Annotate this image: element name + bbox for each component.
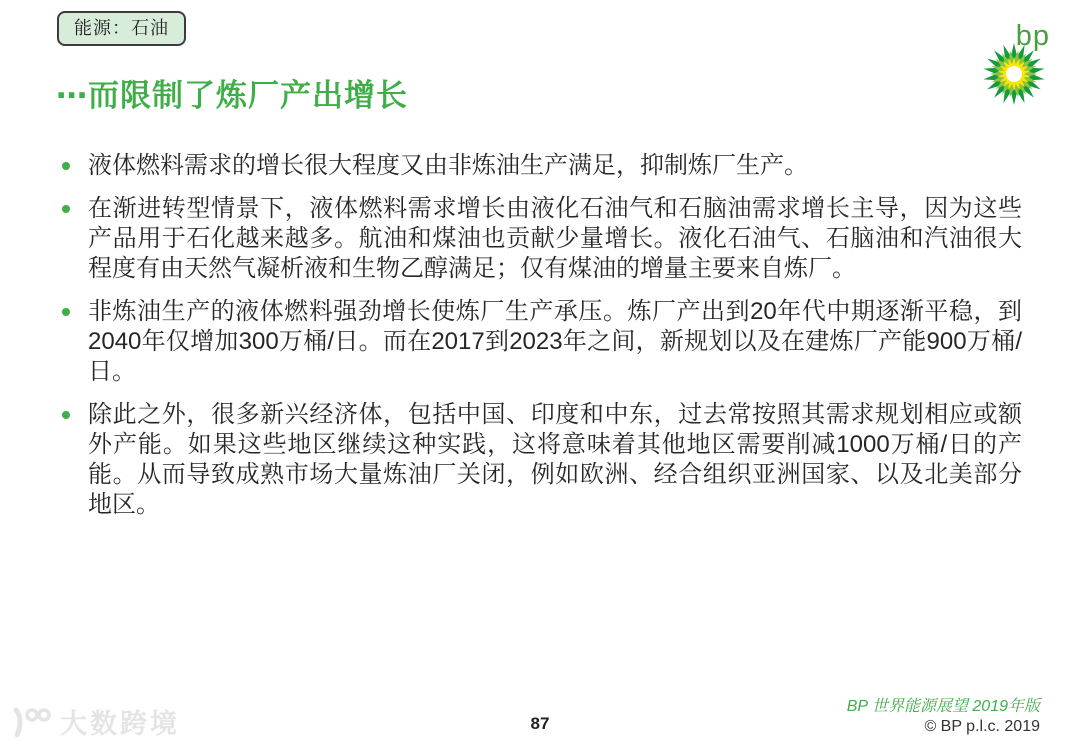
bullet-item bbox=[57, 297, 1022, 387]
credit-line: BP 世界能源展望 2019年版 bbox=[846, 698, 1040, 715]
page-number: 87 bbox=[530, 714, 550, 733]
bullet-text: 在渐进转型情景下，液体燃料需求增长由液化石油气和石脑油需求增长主导，因为这些产品用于石化越来越多。航油和煤油也贡献少量增长。液化石油气、石脑油和汽油很大程度有由天然气凝析液和生物乙醇满足；仅有煤油的增量主要来自炼厂。 bbox=[88, 195, 1022, 282]
bp-wordmark: bp bbox=[1015, 20, 1050, 52]
bullet-item bbox=[57, 151, 1022, 181]
watermark-icon bbox=[10, 704, 54, 740]
bullet-dot-icon bbox=[62, 308, 70, 316]
bullet-dot-icon bbox=[62, 411, 70, 419]
bullet-text: 除此之外，很多新兴经济体，包括中国、印度和中东，过去常按照其需求规划相应或额外产能。如果这些地区继续这种实践，这将意味着其他地区需要削减1000万桶/日的产能。从而导致成熟市场大量炼油厂关闭，例如欧洲、经合组织亚洲国家、以及北美部分地区。 bbox=[88, 401, 1022, 518]
bullet-text: 非炼油生产的液体燃料强劲增长使炼厂生产承压。炼厂产出到20年代中期逐渐平稳，到2040年仅增加300万桶/日。而在2017到2023年之间，新规划以及在建炼厂产能900万桶/日。 bbox=[88, 298, 1022, 385]
bullet-dot-icon bbox=[62, 162, 70, 170]
topic-badge: 能源：石油 bbox=[57, 11, 186, 46]
bp-logo bbox=[974, 20, 1056, 108]
footer-credits bbox=[847, 697, 1040, 737]
watermark-text: 大数跨境 bbox=[60, 709, 180, 739]
bullet-text: 液体燃料需求的增长很大程度又由非炼油生产满足，抑制炼厂生产。 bbox=[88, 152, 808, 179]
bullet-item bbox=[57, 194, 1022, 284]
bullet-dot-icon bbox=[62, 205, 70, 213]
copyright-line: © BP p.l.c. 2019 bbox=[924, 718, 1040, 735]
page-title: ⋯而限制了炼厂产出增长 bbox=[56, 78, 408, 113]
bullet-item bbox=[57, 400, 1022, 520]
bp-helios-icon bbox=[982, 42, 1046, 106]
watermark bbox=[10, 702, 180, 741]
bullet-list bbox=[57, 151, 1022, 533]
